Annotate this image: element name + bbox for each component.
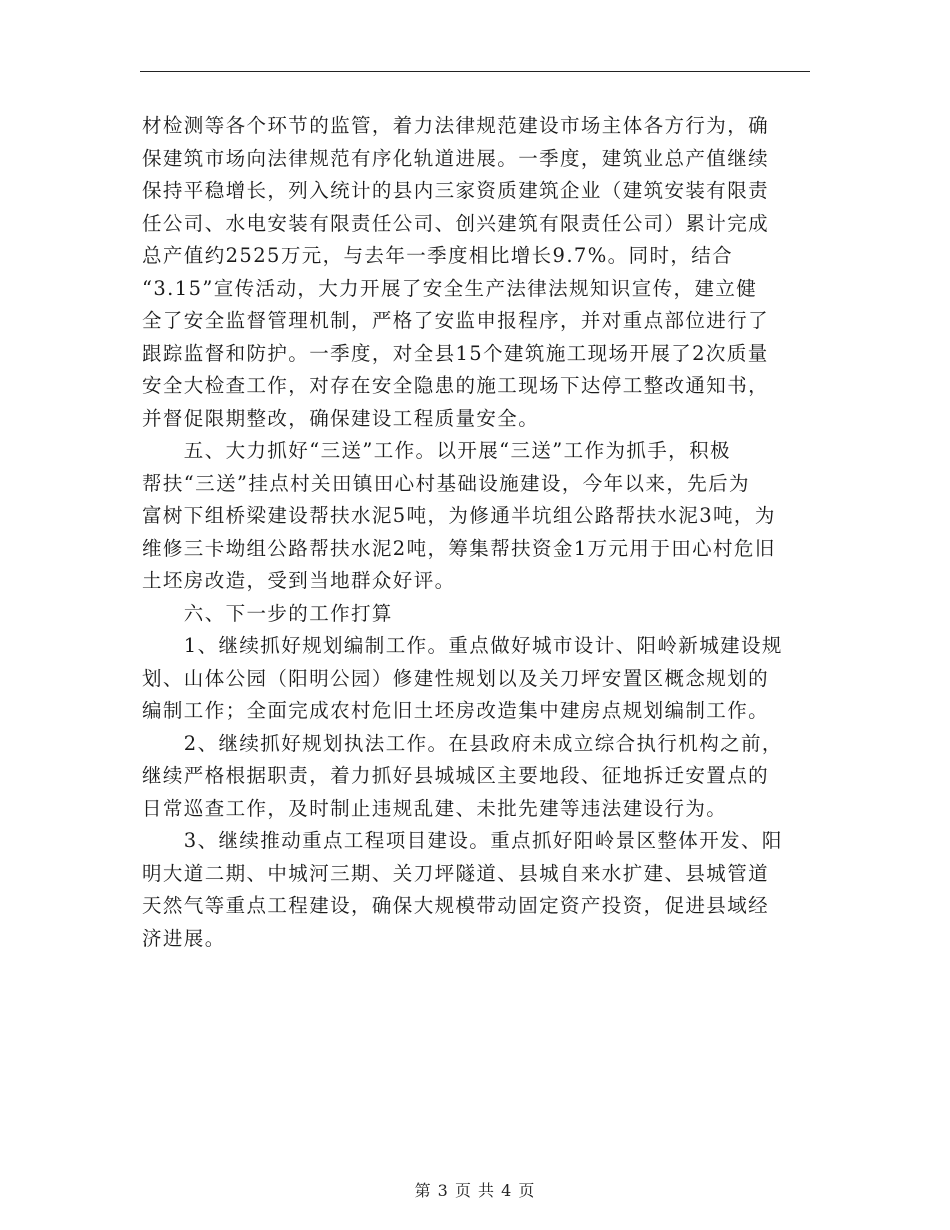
document-body: [142, 110, 810, 955]
text-line: 总产值约2525万元，与去年一季度相比增长9.7%。同时，结合: [142, 244, 734, 267]
text-line: 材检测等各个环节的监管，着力法律规范建设市场主体各方行为，确: [142, 114, 770, 137]
text-line: 继续严格根据职责，着力抓好县城城区主要地段、征地拆迁安置点的: [142, 764, 770, 787]
text-line: 划、山体公园（阳明公园）修建性规划以及关刀坪安置区概念规划的: [142, 666, 770, 690]
text-line: 济进展。: [142, 926, 226, 950]
text-line: “3.15”宣传活动，大力开展了安全生产法律法规知识宣传，建立健: [142, 276, 758, 300]
text-line: 编制工作；全面完成农村危旧土坯房改造集中建房点规划编制工作。: [142, 699, 770, 722]
text-line: 3、继续推动重点工程项目建设。重点抓好阳岭景区整体开发、阳: [142, 829, 783, 852]
text-line: 富树下组桥梁建设帮扶水泥5吨，为修通半坑组公路帮扶水泥3吨，为: [142, 504, 776, 527]
text-line: 帮扶“三送”挂点村关田镇田心村基础设施建设，今年以来，先后为: [142, 471, 750, 495]
text-line: 土坯房改造，受到当地群众好评。: [142, 569, 456, 592]
text-line: 2、继续抓好规划执法工作。在县政府未成立综合执行机构之前，: [142, 731, 783, 755]
text-line: 天然气等重点工程建设，确保大规模带动固定资产投资，促进县域经: [142, 894, 770, 917]
text-line: 保建筑市场向法律规范有序化轨道进展。一季度，建筑业总产值继续: [142, 146, 770, 170]
text-line: 明大道二期、中城河三期、关刀坪隧道、县城自来水扩建、县城管道: [142, 861, 770, 885]
text-line: 并督促限期整改，确保建设工程质量安全。: [142, 406, 540, 430]
body-text: [142, 110, 810, 955]
text-line: 维修三卡坳组公路帮扶水泥2吨，筹集帮扶资金1万元用于田心村危旧: [142, 536, 776, 560]
text-line: 六、下一步的工作打算: [142, 601, 393, 625]
text-line: 任公司、水电安装有限责任公司、创兴建筑有限责任公司）累计完成: [142, 211, 770, 235]
text-line: 五、大力抓好“三送”工作。以开展“三送”工作为抓手，积极: [142, 439, 731, 462]
text-line: 全了安全监督管理机制，严格了安监申报程序，并对重点部位进行了: [142, 309, 770, 332]
text-line: 1、继续抓好规划编制工作。重点做好城市设计、阳岭新城建设规: [142, 634, 783, 657]
page-number: 第 3 页 共 4 页: [414, 1181, 536, 1200]
header-rule: [140, 71, 810, 72]
text-line: 跟踪监督和防护。一季度，对全县15个建筑施工现场开展了2次质量: [142, 341, 769, 365]
text-line: 日常巡查工作，及时制止违规乱建、未批先建等违法建设行为。: [142, 796, 728, 820]
text-line: 保持平稳增长，列入统计的县内三家资质建筑企业（建筑安装有限责: [142, 179, 770, 202]
text-line: 安全大检查工作，对存在安全隐患的施工现场下达停工整改通知书，: [142, 374, 770, 397]
